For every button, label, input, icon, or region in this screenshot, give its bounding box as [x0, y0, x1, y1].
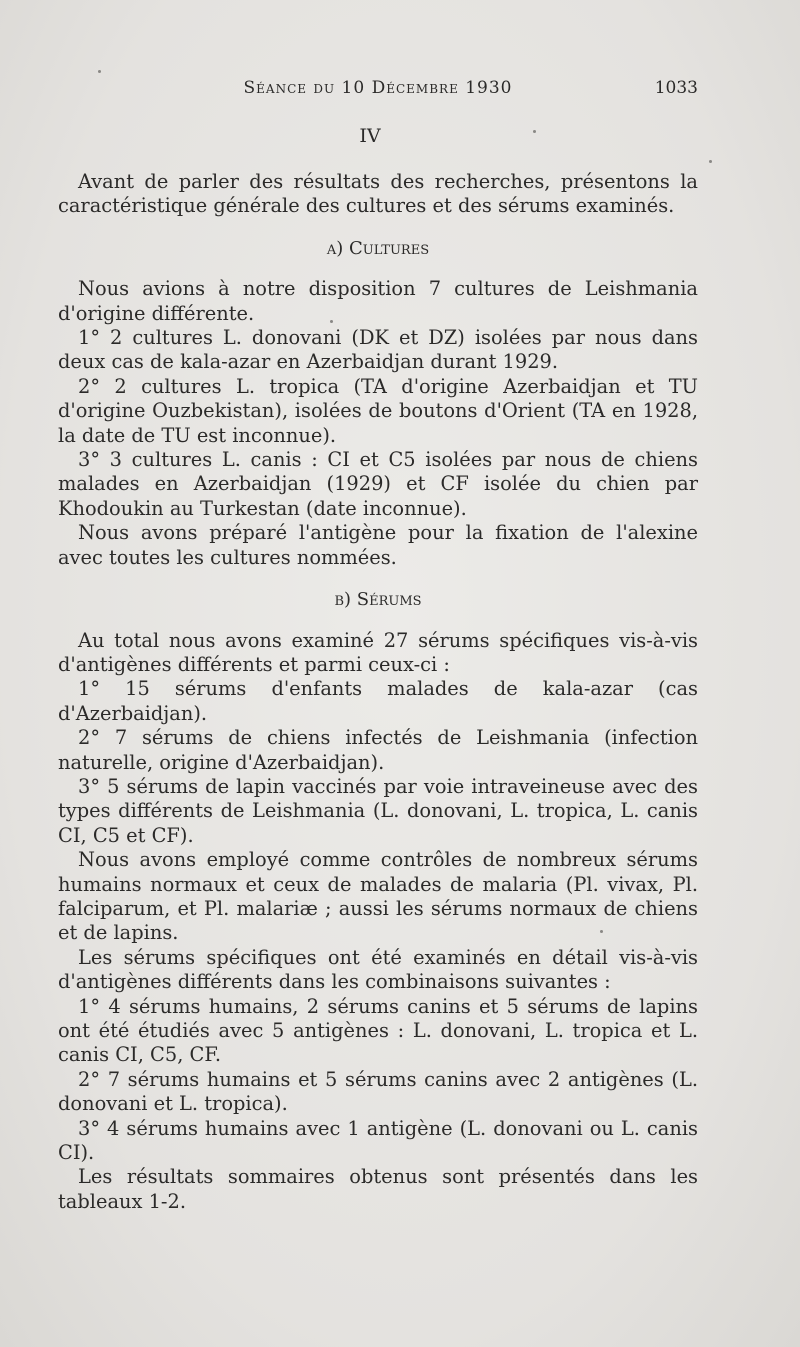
paragraph-combination-3: 3° 4 sérums humains avec 1 antigène (L. donovani ou L. canis CI). — [58, 1116, 698, 1165]
paragraph-cultures-donovani: 1° 2 cultures L. donovani (DK et DZ) isolées par nous dans deux cas de kala-azar en Azerbaidjan durant 1929. — [58, 326, 698, 374]
paper-speck — [98, 70, 101, 73]
page-number: 1033 — [654, 78, 698, 98]
paragraph-results: Les résultats sommaires obtenus sont présentés dans les tableaux 1-2. — [58, 1165, 698, 1213]
section-numeral: IV — [359, 125, 381, 147]
paragraph-serums-total: Au total nous avons examiné 27 sérums spécifiques vis-à-vis d'antigènes différents et parmi ceux-ci : — [58, 628, 698, 676]
running-head: Séance du 10 Décembre 1930 — [243, 78, 513, 98]
paragraph-combination-1: 1° 4 sérums humains, 2 sérums canins et 5 sérums de lapins ont été étudiés avec 5 antigènes : L. donovani, L. tropica et L. canis CI, C5, CF. — [58, 994, 698, 1067]
paragraph-combinations: Les sérums spécifiques ont été examinés en détail vis-à-vis d'antigènes différents dans les combinaisons suivantes : — [58, 945, 698, 994]
paragraph-cultures-tropica: 2° 2 cultures L. tropica (TA d'origine Azerbaidjan et TU d'origine Ouzbekistan), isolées de boutons d'Orient (TA en 1928, la date de TU est inconnue). — [58, 374, 698, 447]
paper-speck — [709, 160, 712, 163]
subheading-cultures: a) Cultures — [326, 237, 430, 259]
paragraph-intro: Avant de parler des résultats des recherches, présentons la caractéristique générale des cultures et des sérums examinés. — [58, 170, 698, 218]
paragraph-serums-rabbits: 3° 5 sérums de lapin vaccinés par voie intraveineuse avec des types différents de Leishmania (L. donovani, L. tropica, L. canis CI, C5 et CF). — [58, 774, 698, 847]
paragraph-antigen: Nous avons préparé l'antigène pour la fixation de l'alexine avec toutes les cultures nommées. — [58, 521, 698, 569]
paragraph-controls: Nous avons employé comme contrôles de nombreux sérums humains normaux et ceux de malades de malaria (Pl. vivax, Pl. falciparum, et Pl. malariæ ; aussi les sérums normaux de chiens et de lapins. — [58, 848, 698, 945]
paragraph-serums-children: 1° 15 sérums d'enfants malades de kala-azar (cas d'Azerbaidjan). — [58, 677, 698, 725]
body-text — [58, 170, 698, 1214]
subheading-serums: b) Sérums — [334, 589, 422, 611]
paper-speck — [533, 130, 536, 133]
paragraph-cultures-count: Nous avions à notre disposition 7 cultures de Leishmania d'origine différente. — [58, 277, 698, 325]
paper-speck — [600, 930, 603, 933]
paragraph-combination-2: 2° 7 sérums humains et 5 sérums canins avec 2 antigènes (L. donovani et L. tropica). — [58, 1067, 698, 1116]
paragraph-cultures-canis: 3° 3 cultures L. canis : CI et C5 isolées par nous de chiens malades en Azerbaidjan (1929) et CF isolée du chien par Khodoukin au Turkestan (date inconnue). — [58, 448, 698, 520]
page-header — [58, 78, 698, 104]
paragraph-serums-dogs: 2° 7 sérums de chiens infectés de Leishmania (infection naturelle, origine d'Azerbaidjan). — [58, 726, 698, 774]
paper-speck — [330, 320, 333, 323]
